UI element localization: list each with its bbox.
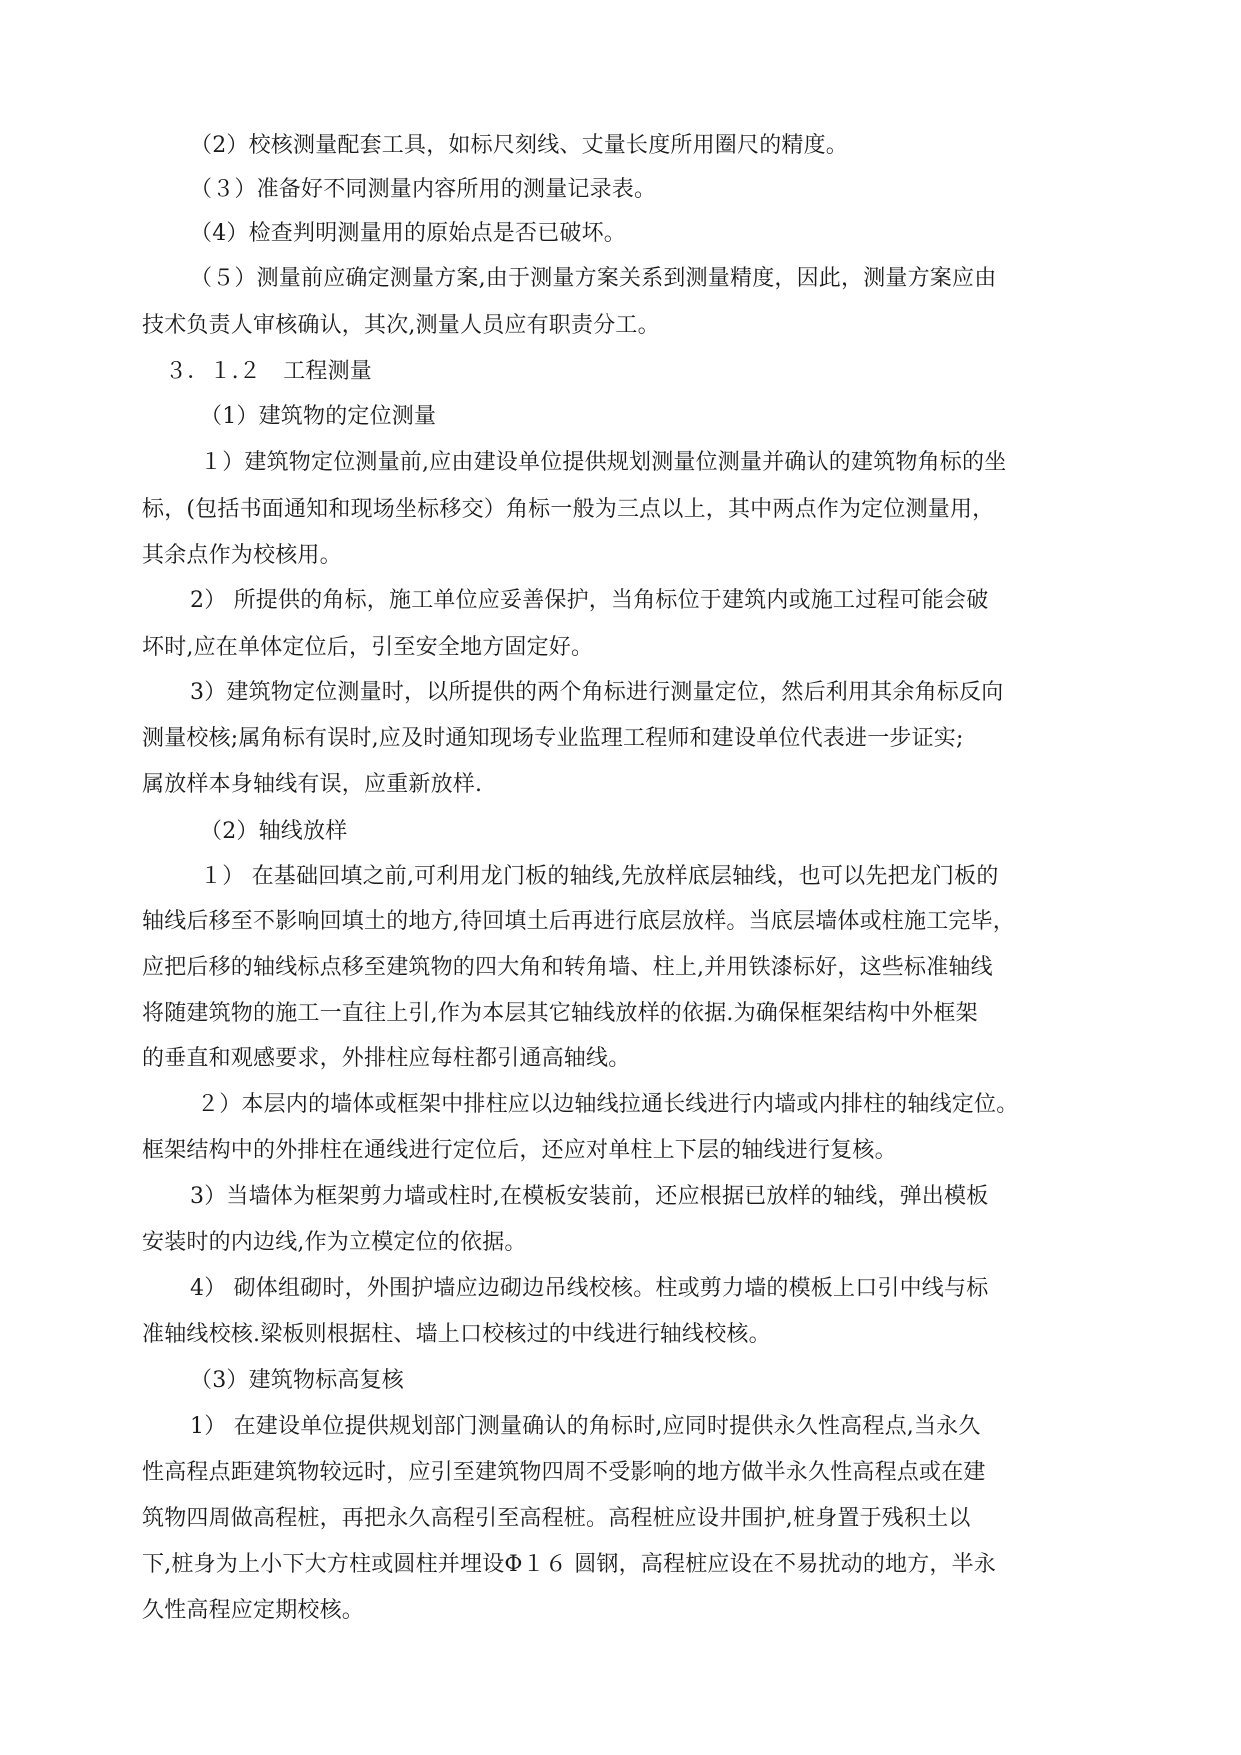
- text-line: （4）检查判明测量用的原始点是否已破坏。: [190, 221, 626, 246]
- text-line: 2） 所提供的角标，施工单位应妥善保护，当角标位于建筑内或施工过程可能会破: [190, 588, 989, 613]
- text-line: 准轴线校核.梁板则根据柱、墙上口校核过的中线进行轴线校核。: [142, 1322, 771, 1347]
- text-line: （５）测量前应确定测量方案,由于测量方案关系到测量精度，因此，测量方案应由: [190, 266, 997, 291]
- text-line: １）建筑物定位测量前,应由建设单位提供规划测量位测量并确认的建筑物角标的坐: [200, 450, 1007, 475]
- text-line: 1） 在建设单位提供规划部门测量确认的角标时,应同时提供永久性高程点,当永久: [190, 1414, 981, 1439]
- text-line: 属放样本身轴线有误，应重新放样.: [142, 772, 483, 797]
- text-line: 坏时,应在单体定位后，引至安全地方固定好。: [142, 635, 594, 660]
- text-line: 筑物四周做高程桩，再把永久高程引至高程桩。高程桩应设井围护,桩身置于残积土以: [142, 1506, 971, 1531]
- text-line: 3）当墙体为框架剪力墙或柱时,在模板安装前，还应根据已放样的轴线，弹出模板: [190, 1184, 989, 1209]
- text-line: 技术负责人审核确认，其次,测量人员应有职责分工。: [142, 313, 660, 338]
- subsection-heading: （1）建筑物的定位测量: [200, 404, 437, 429]
- text-line: 3）建筑物定位测量时，以所提供的两个角标进行测量定位，然后利用其余角标反向: [190, 680, 1004, 705]
- text-line: （2）校核测量配套工具，如标尺刻线、丈量长度所用圈尺的精度。: [190, 133, 848, 158]
- text-line: （３）准备好不同测量内容所用的测量记录表。: [190, 177, 657, 202]
- text-line: 测量校核;属角标有误时,应及时通知现场专业监理工程师和建设单位代表进一步证实;: [142, 726, 964, 751]
- text-line: 安装时的内边线,作为立模定位的依据。: [142, 1230, 527, 1255]
- text-line: 将随建筑物的施工一直往上引,作为本层其它轴线放样的依据.为确保框架结构中外框架: [142, 1001, 978, 1026]
- section-heading: ３．１.２ 工程测量: [165, 359, 372, 384]
- text-line: 久性高程应定期校核。: [142, 1598, 365, 1623]
- text-line: 下,桩身为上小下大方柱或圆柱并埋设Φ１６ 圆钢，高程桩应设在不易扰动的地方，半永: [142, 1552, 997, 1577]
- subsection-heading: （3）建筑物标高复核: [190, 1368, 404, 1393]
- text-line: 性高程点距建筑物较远时，应引至建筑物四周不受影响的地方做半永久性高程点或在建: [142, 1460, 986, 1485]
- text-line: 框架结构中的外排柱在通线进行定位后，还应对单柱上下层的轴线进行复核。: [142, 1138, 897, 1163]
- text-line: 的垂直和观感要求，外排柱应每柱都引通高轴线。: [142, 1046, 631, 1071]
- subsection-heading: （2）轴线放样: [200, 819, 348, 844]
- text-line: 轴线后移至不影响回填土的地方,待回填土后再进行底层放样。当底层墙体或柱施工完毕，: [142, 909, 1015, 934]
- text-line: ２）本层内的墙体或框架中排柱应以边轴线拉通长线进行内墙或内排柱的轴线定位。: [197, 1092, 1019, 1117]
- text-line: 4） 砌体组砌时，外围护墙应边砌边吊线校核。柱或剪力墙的模板上口引中线与标: [190, 1276, 989, 1301]
- text-line: １） 在基础回填之前,可利用龙门板的轴线,先放样底层轴线，也可以先把龙门板的: [200, 864, 999, 889]
- text-line: 标，(包括书面通知和现场坐标移交）角标一般为三点以上，其中两点作为定位测量用，: [142, 497, 995, 522]
- text-line: 应把后移的轴线标点移至建筑物的四大角和转角墙、柱上,并用铁漆标好，这些标准轴线: [142, 955, 993, 980]
- text-line: 其余点作为校核用。: [142, 543, 342, 568]
